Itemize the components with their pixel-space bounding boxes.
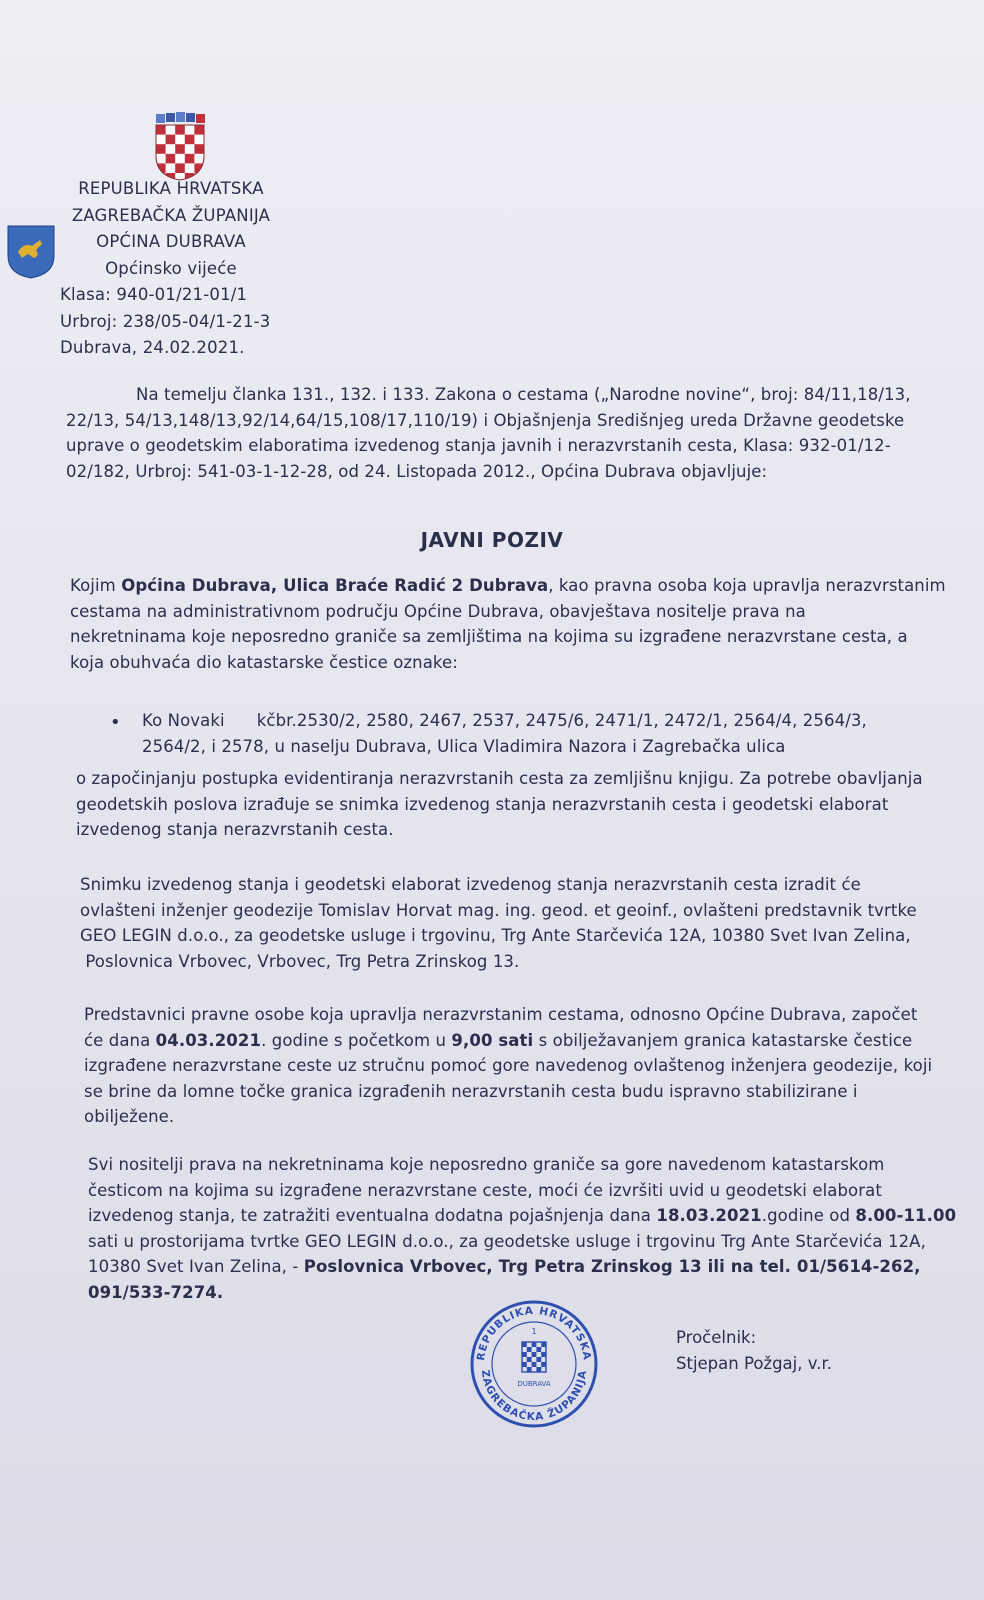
notice-line: koja obuhvaća dio katastarske čestice oznake: xyxy=(70,652,458,672)
surveyor-paragraph xyxy=(80,872,980,974)
parcel-list xyxy=(142,708,962,759)
intro-paragraph xyxy=(66,382,966,484)
header-date: Dubrava, 24.02.2021. xyxy=(60,338,245,357)
surveyor-line: ovlašteni inženjer geodezije Tomislav Horvat mag. ing. geod. et geoinf., ovlašteni predstavnik tvrtke xyxy=(80,900,917,920)
schedule-paragraph xyxy=(84,1002,984,1130)
header-council: Općinsko vijeće xyxy=(105,258,237,278)
stamp-bottom-text: ZAGREBAČKA ŽUPANIJA xyxy=(478,1369,590,1424)
schedule-line: izgrađene nerazvrstane ceste uz stručnu pomoć gore navedenog ovlaštenog inženjera geodezije, koji xyxy=(84,1056,933,1075)
official-stamp xyxy=(468,1298,600,1430)
surveyor-line: Snimku izvedenog stanja i geodetski elaborat izvedenog stanja nerazvrstanih cesta izradit će xyxy=(80,875,861,894)
parcel-line: 2564/2, i 2578, u naselju Dubrava, Ulica Vladimira Nazora i Zagrebačka ulica xyxy=(142,736,786,756)
notice-paragraph xyxy=(70,573,970,675)
document-title: JAVNI POZIV xyxy=(420,528,564,552)
stamp-top-text: REPUBLIKA HRVATSKA xyxy=(474,1304,594,1362)
schedule-line: obilježene. xyxy=(84,1107,175,1126)
intro-line: 22/13, 54/13,148/13,92/14,64/15,108/17,110/19) i Objašnjenja Središnjeg ureda Državne geodetske xyxy=(66,410,905,430)
surveyor-line: Poslovnica Vrbovec, Vrbovec, Trg Petra Zrinskog 13. xyxy=(80,951,520,971)
notice-line: Kojim Općina Dubrava, Ulica Braće Radić 2 Dubrava, kao pravna osoba koja upravlja nerazvrstanim xyxy=(70,576,946,595)
notice-line: nekretninama koje neposredno graniče sa zemljištima na kojima su izgrađene nerazvrstane cesta, a xyxy=(70,627,908,646)
schedule-line: će dana 04.03.2021. godine s početkom u 9,00 sati s obilježavanjem granica katastarske čestice xyxy=(84,1030,913,1050)
inspection-paragraph xyxy=(88,1152,978,1305)
intro-line: uprave o geodetskim elaboratima izvedenog stanja javnih i nerazvrstanih cesta, Klasa: 932-01/12- xyxy=(66,436,891,455)
notice-line: cestama na administrativnom području Općine Dubrava, obavještava nositelje prava na xyxy=(70,601,806,621)
signature-name: Stjepan Požgaj, v.r. xyxy=(676,1354,832,1373)
surveyor-line: GEO LEGIN d.o.o., za geodetske usluge i trgovinu, Trg Ante Starčevića 12A, 10380 Svet Ivan Zelina, xyxy=(80,926,911,945)
svg-text:ZAGREBAČKA ŽUPANIJA xyxy=(479,1369,589,1423)
inspection-line: sati u prostorijama tvrtke GEO LEGIN d.o.o., za geodetske usluge i trgovinu Trg Ante Starčevića 12A, xyxy=(88,1231,926,1251)
parcel-line: Ko Novaki kčbr.2530/2, 2580, 2467, 2537, 2475/6, 2471/1, 2472/1, 2564/4, 2564/3, xyxy=(142,711,867,730)
schedule-line: se brine da lomne točke granica izgrađenih nerazvrstanih cesta budu ispravno stabilizirane i xyxy=(84,1081,858,1101)
inspection-line: 091/533-7274. xyxy=(88,1282,224,1302)
intro-line: Na temelju članka 131., 132. i 133. Zakona o cestama („Narodne novine“, broj: 84/11,18/13, xyxy=(136,385,911,404)
inspection-line: 10380 Svet Ivan Zelina, - Poslovnica Vrbovec, Trg Petra Zrinskog 13 ili na tel. 01/5614-262, xyxy=(88,1257,921,1276)
stamp-shield-icon xyxy=(522,1342,546,1372)
inspection-line: Svi nositelji prava na nekretninama koje neposredno graniče sa gore navedenom katastarskom xyxy=(88,1155,885,1174)
procedure-paragraph xyxy=(76,766,976,843)
bullet-icon: • xyxy=(110,712,121,733)
county-logo xyxy=(6,222,56,280)
header-municipality: OPĆINA DUBRAVA xyxy=(96,232,246,251)
intro-line: 02/182, Urbroj: 541-03-1-12-28, od 24. Listopada 2012., Općina Dubrava objavljuje: xyxy=(66,461,768,481)
inspection-line: česticom na kojima su izgrađene nerazvrstane ceste, moći će izvršiti uvid u geodetski elaborat xyxy=(88,1180,882,1200)
header-country: REPUBLIKA HRVATSKA xyxy=(78,179,264,198)
header-klasa: Klasa: 940-01/21-01/1 xyxy=(60,285,248,304)
procedure-line: izvedenog stanja nerazvrstanih cesta. xyxy=(76,820,394,839)
inspection-line: izvedenog stanja, te zatražiti eventualna dodatna pojašnjenja dana 18.03.2021.godine od 8.00-11.00 xyxy=(88,1206,957,1225)
issuer-header xyxy=(60,176,300,362)
procedure-line: geodetskih poslova izrađuje se snimka izvedenog stanja nerazvrstanih cesta i geodetski elaborat xyxy=(76,794,889,814)
procedure-line: o započinjanju postupka evidentiranja nerazvrstanih cesta za zemljišnu knjigu. Za potrebe obavljanja xyxy=(76,769,923,788)
signature-role: Pročelnik: xyxy=(676,1328,757,1347)
header-county: ZAGREBAČKA ŽUPANIJA xyxy=(71,205,271,225)
stamp-number: 1 xyxy=(531,1327,537,1336)
signature-block xyxy=(676,1325,832,1377)
stamp-center-text: DUBRAVA xyxy=(517,1380,551,1388)
croatian-coat-of-arms xyxy=(152,112,208,182)
schedule-line: Predstavnici pravne osobe koja upravlja nerazvrstanim cestama, odnosno Općine Dubrava, započet xyxy=(84,1005,918,1024)
header-urbroj: Urbroj: 238/05-04/1-21-3 xyxy=(60,311,271,331)
